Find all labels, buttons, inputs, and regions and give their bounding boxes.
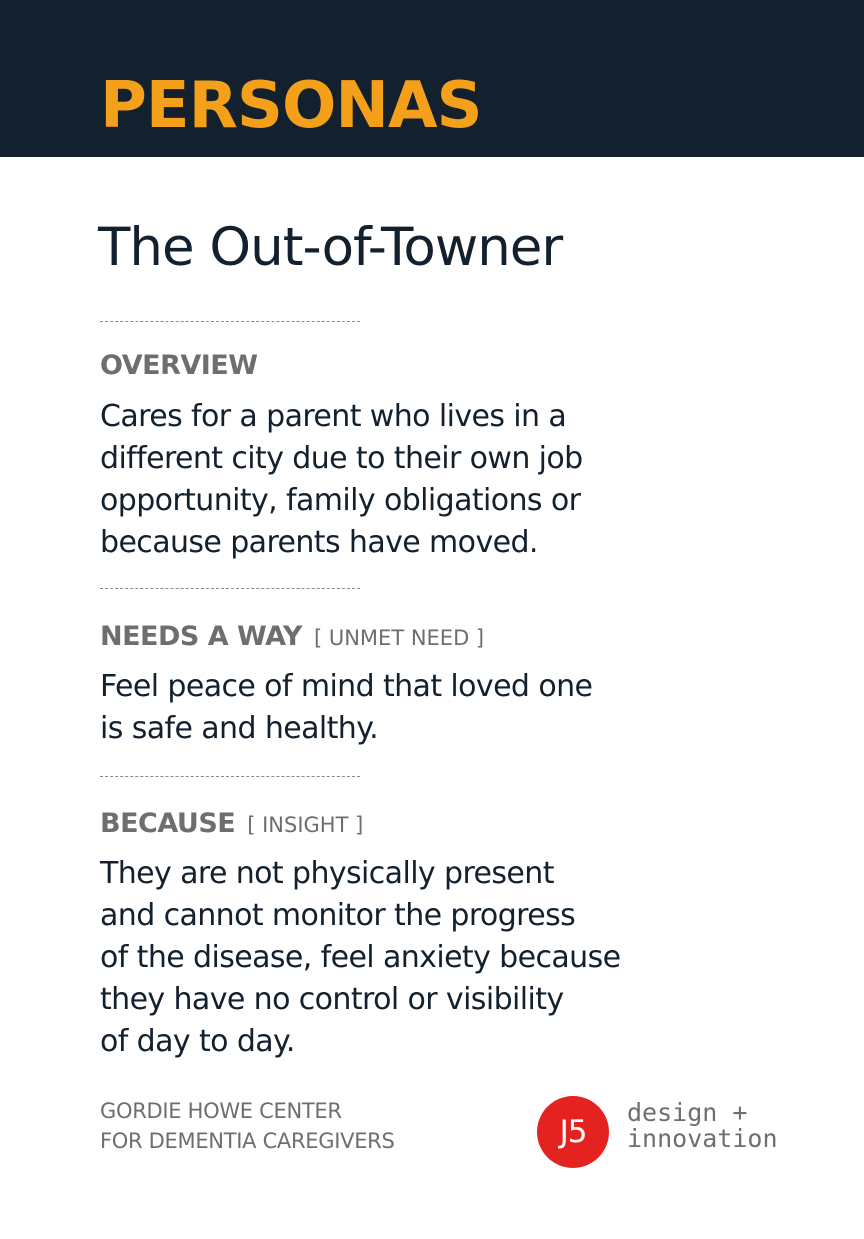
- page-title: PERSONAS: [100, 69, 482, 143]
- org-line: FOR DEMENTIA CAREGIVERS: [100, 1129, 395, 1153]
- because-tag: [ INSIGHT ]: [247, 813, 364, 837]
- because-line: and cannot monitor the progress: [100, 898, 576, 933]
- overview-label-text: OVERVIEW: [100, 350, 258, 381]
- logo-mark: J5: [559, 1114, 587, 1150]
- header-bar: [0, 0, 864, 157]
- because-line: of the disease, feel anxiety because: [100, 940, 621, 975]
- organization-name: [100, 1096, 394, 1156]
- logo-line: design +: [627, 1098, 748, 1127]
- need-tag: [ UNMET NEED ]: [313, 626, 485, 650]
- because-line: of day to day.: [100, 1024, 295, 1059]
- need-line: is safe and healthy.: [100, 711, 379, 746]
- need-label-text: NEEDS A WAY: [100, 621, 302, 652]
- overview-line: different city due to their own job: [100, 441, 583, 476]
- need-text: [100, 666, 740, 750]
- overview-line: opportunity, family obligations or: [100, 483, 581, 518]
- logo-line: innovation: [627, 1124, 778, 1153]
- logo-wordmark: [627, 1100, 778, 1152]
- overview-line: Cares for a parent who lives in a: [100, 399, 567, 434]
- because-text: [100, 853, 740, 1063]
- j5-logo-icon: [537, 1096, 609, 1168]
- overview-text: [100, 396, 740, 564]
- need-label: [100, 619, 484, 656]
- because-line: they have no control or visibility: [100, 982, 564, 1017]
- overview-line: because parents have moved.: [100, 525, 538, 560]
- because-label-text: BECAUSE: [100, 808, 236, 839]
- overview-label: [100, 348, 258, 384]
- divider: [100, 321, 360, 322]
- because-label: [100, 806, 363, 843]
- need-line: Feel peace of mind that loved one: [100, 669, 593, 704]
- divider: [100, 588, 360, 589]
- org-line: GORDIE HOWE CENTER: [100, 1099, 342, 1123]
- because-line: They are not physically present: [100, 856, 554, 891]
- persona-name: The Out-of-Towner: [98, 217, 563, 278]
- divider: [100, 776, 360, 777]
